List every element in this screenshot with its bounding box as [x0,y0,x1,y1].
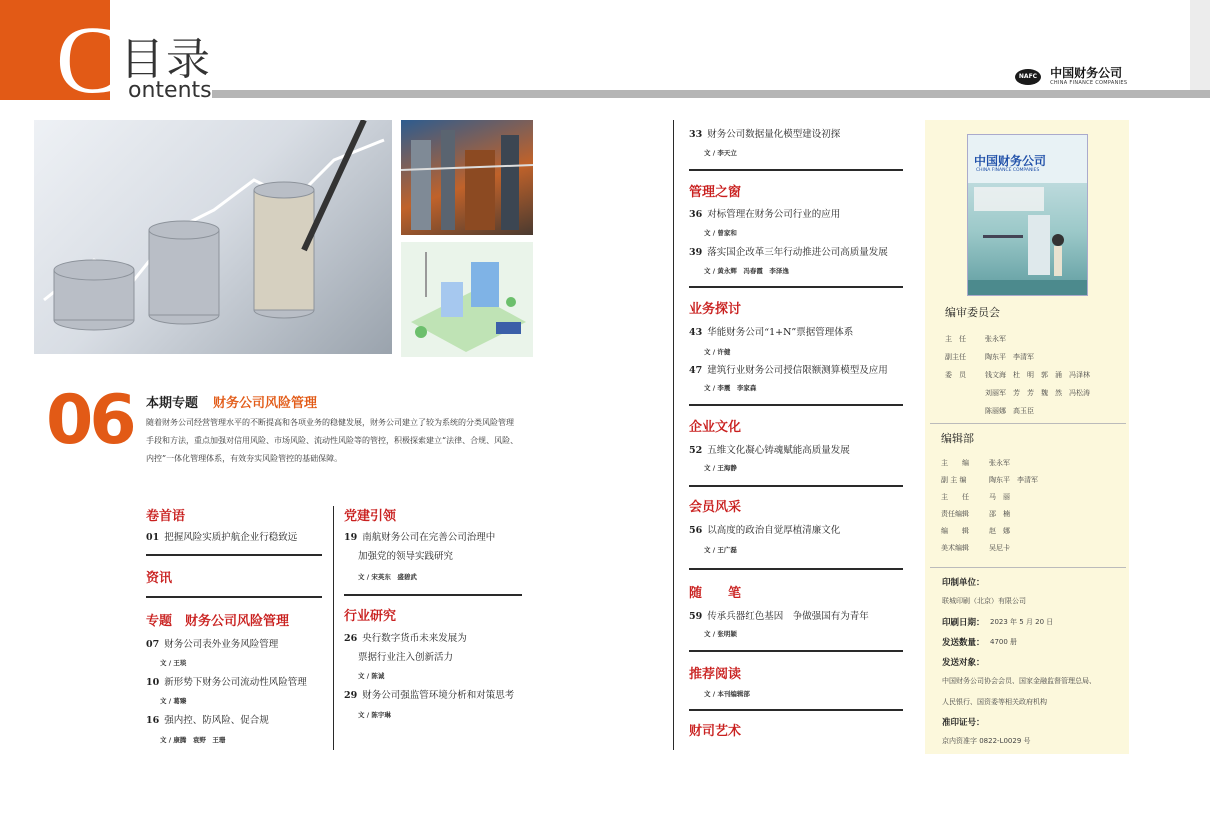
toc-author: 文 / 张明颖 [704,630,737,638]
editor-row: 副 主 编 陶东平 李清军 [941,476,1038,484]
header-right-strip [1190,0,1210,90]
toc-item[interactable]: 59 传承兵器红色基因 争做强国有为青年 [689,611,869,622]
feature-description: 随着财务公司经营管理水平的不断提高和各项业务的稳健发展，财务公司建立了较为系统的分类风险管理 手段和方法，重点加强对信用风险、市场风险、流动性风险等的管控，积极探索建立“法律、合规、风险、 内控”一体化管理体系，有效夯实风险管控的基础保障。 [146,418,519,463]
feature-title: 财务公司风险管理 [213,396,318,411]
section-divider [689,568,903,570]
toc-item[interactable]: 36 对标管理在财务公司行业的应用 [689,209,841,220]
feature-label: 本期专题 [146,396,199,411]
section-divider [689,709,903,711]
toc-author: 文 / 王琰 [160,659,187,667]
section-yishu-title[interactable]: 财司艺术 [689,724,742,739]
page-title: 目录 [120,34,212,85]
section-dangjian-title: 党建引领 [344,509,397,524]
toc-item-line2[interactable]: 加强党的领导实践研究 [358,551,454,562]
toc-item[interactable]: 43 华能财务公司“1+N”票据管理体系 [689,327,854,338]
toc-author: 文 / 陈宇琳 [358,711,391,719]
toc-author: 文 / 本刊编辑部 [704,690,750,698]
board-member-row: 主 任 张永军 [945,335,1006,343]
toc-author: 文 / 曾家和 [704,229,737,237]
toc-author: 文 / 王海静 [704,464,737,472]
license-value: 京内资准字 0822-L0029 号 [942,737,1031,745]
section-divider [689,650,903,652]
toc-item[interactable]: 19 南航财务公司在完善公司治理中 [344,532,496,543]
panel-divider [930,423,1126,424]
cover-title: 中国财务公司 [974,154,1047,168]
toc-item[interactable]: 07 财务公司表外业务风险管理 [146,639,279,650]
toc-item[interactable]: 01 把握风险实质护航企业行稳致远 [146,532,298,543]
header-rule [212,90,1210,98]
section-hangye-title: 行业研究 [344,609,397,624]
section-zixun-title[interactable]: 资讯 [146,571,173,586]
toc-author: 文 / 李天立 [704,149,737,157]
toc-author: 文 / 陈诚 [358,672,385,680]
coins-finance-image [34,120,392,354]
recipients-label: 发送对象： [942,658,985,668]
toc-author: 文 / 葛臻 [160,697,187,705]
recipients-value: 人民银行、国资委等相关政府机构 [942,698,1047,706]
section-divider [689,485,903,487]
issue-number: 06 [46,381,133,460]
section-qiye-title: 企业文化 [689,420,742,435]
board-member-row: 刘丽军 芳 芳 魏 然 冯松涛 [985,389,1090,397]
board-member-row: 委 员 钱文海 杜 明 郭 涌 冯泽林 [945,371,1090,379]
header-letter: C [56,6,121,113]
section-divider [689,404,903,406]
logo-chinese-name: 中国财务公司 [1050,66,1123,80]
toc-author: 文 / 许健 [704,348,731,356]
section-huiyuan-title: 会员风采 [689,500,742,515]
toc-item[interactable]: 29 财务公司强监管环境分析和对策思考 [344,690,515,701]
quantity-value: 4700 册 [990,638,1018,646]
section-divider [146,596,322,598]
section-divider [344,594,522,596]
print-date-value: 2023 年 5 月 20 日 [990,618,1054,626]
board-title: 编审委员会 [945,306,1000,319]
section-tuijian-title[interactable]: 推荐阅读 [689,667,742,682]
toc-item[interactable]: 26 央行数字货币未来发展为 [344,633,467,644]
section-divider [689,286,903,288]
nafc-logo-icon: NAFC [1015,69,1041,85]
page-subtitle: ontents [128,78,212,103]
section-guanli-title: 管理之窗 [689,185,742,200]
section-yewu-title: 业务探讨 [689,302,742,317]
toc-item[interactable]: 56 以高度的政治自觉厚植清廉文化 [689,525,841,536]
section-suibi-title: 随 笔 [689,586,742,601]
column-divider [333,506,334,750]
section-divider [689,169,903,171]
editor-row: 美术编辑 吴尼卡 [941,544,1010,552]
quantity-label: 发送数量： [942,638,985,648]
toc-item[interactable]: 10 新形势下财务公司流动性风险管理 [146,677,307,688]
toc-author: 文 / 康腾 袁野 王珊 [160,736,226,744]
logo-english-name: CHINA FINANCE COMPANIES [1050,80,1128,86]
toc-item[interactable]: 39 落实国企改革三年行动推进公司高质量发展 [689,247,888,258]
board-member-row: 副主任 陶东平 李清军 [945,353,1034,361]
cover-subtitle: CHINA FINANCE COMPANIES [976,168,1040,173]
board-member-row: 陈丽娜 高玉臣 [985,407,1034,415]
editor-row: 编 辑 赵 娜 [941,527,1010,535]
toc-author: 文 / 黄永辉 冯春霞 李泽逸 [704,267,789,275]
section-juanshou-title: 卷首语 [146,509,186,524]
print-date-label: 印刷日期： [942,618,985,628]
recipients-value: 中国财务公司协会会员、国家金融监督管理总局、 [942,677,1096,685]
toc-item[interactable]: 47 建筑行业财务公司授信限额测算模型及应用 [689,365,888,376]
toc-item[interactable]: 16 强内控、防风险、促合规 [146,715,269,726]
editor-row: 主 编 张永军 [941,459,1010,467]
smart-city-illustration [401,242,533,357]
section-zhuanti-title: 专题 财务公司风险管理 [146,614,290,629]
publisher-logo [1015,66,1127,86]
toc-item[interactable]: 52 五维文化凝心铸魂赋能高质量发展 [689,445,850,456]
section-divider [146,554,322,556]
toc-item-line2[interactable]: 票据行业注入创新活力 [358,652,454,663]
license-label: 准印证号： [942,718,985,728]
toc-author: 文 / 宋英东 盛碧武 [358,573,417,581]
panel-divider [930,567,1126,568]
print-unit-label: 印制单位： [942,578,985,588]
toc-author: 文 / 王广磊 [704,546,737,554]
toc-author: 文 / 李震 李家森 [704,384,757,392]
editor-row: 主 任 马 丽 [941,493,1010,501]
editor-title: 编辑部 [941,432,974,445]
editor-row: 责任编辑 邵 楠 [941,510,1010,518]
factory-image [401,120,533,235]
toc-item[interactable]: 33 财务公司数据量化模型建设初探 [689,129,841,140]
column-divider [673,120,674,750]
print-unit-value: 联城印刷（北京）有限公司 [942,597,1026,605]
